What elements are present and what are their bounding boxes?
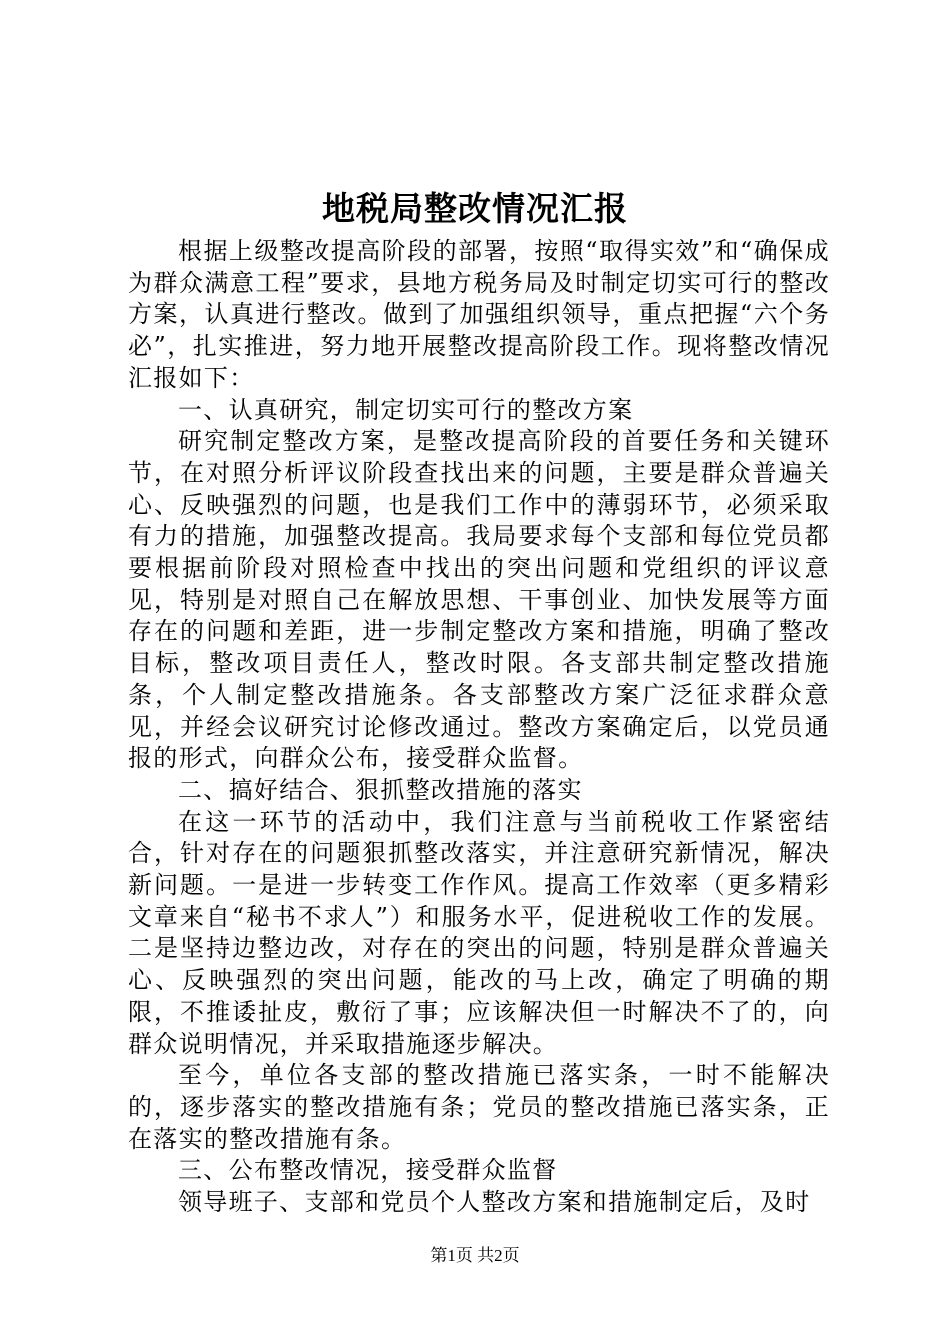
document-title: 地税局整改情况汇报 <box>322 189 628 228</box>
section-heading-2: 二、搞好结合、狠抓整改措施的落实 <box>178 775 583 804</box>
section-heading-1: 一、认真研究，制定切实可行的整改方案 <box>178 395 634 424</box>
section-heading-3: 三、公布整改情况，接受群众监督 <box>178 1156 558 1185</box>
page-number-footer: 第1页 共2页 <box>430 1246 520 1265</box>
intro-paragraph: 根据上级整改提高阶段的部署，按照“取得实效”和“确保成为群众满意工程”要求，县地方税务局及时制定切实可行的整改方案，认真进行整改。做到了加强组织领导，重点把握“六个务必”，扎实推进，努力地开展整改提高阶段工作。现将整改情况汇报如下： <box>128 237 830 392</box>
section-1-paragraph: 研究制定整改方案，是整改提高阶段的首要任务和关键环节，在对照分析评议阶段查找出来的问题，主要是群众普遍关心、反映强烈的问题，也是我们工作中的薄弱环节，必须采取有力的措施，加强整改提高。我局要求每个支部和每位党员都要根据前阶段对照检查中找出的突出问题和党组织的评议意见，特别是对照自己在解放思想、干事创业、加快发展等方面存在的问题和差距，进一步制定整改方案和措施，明确了整改目标，整改项目责任人，整改时限。各支部共制定整改措施条，个人制定整改措施条。各支部整改方案广泛征求群众意见，并经会议研究讨论修改通过。整改方案确定后，以党员通报的形式，向群众公布，接受群众监督。 <box>128 427 830 773</box>
section-2-paragraph: 在这一环节的活动中，我们注意与当前税收工作紧密结合，针对存在的问题狠抓整改落实，并注意研究新情况，解决新问题。一是进一步转变工作作风。提高工作效率（更多精彩文章来自“秘书不求人”）和服务水平，促进税收工作的发展。二是坚持边整边改，对存在的突出的问题，特别是群众普遍关心、反映强烈的突出问题，能改的马上改，确定了明确的期限，不推诿扯皮，敷衍了事；应该解决但一时解决不了的，向群众说明情况，并采取措施逐步解决。 <box>128 807 830 1058</box>
document-body <box>128 236 830 1219</box>
section-2-progress-paragraph: 至今，单位各支部的整改措施已落实条，一时不能解决的，逐步落实的整改措施有条；党员的整改措施已落实条，正在落实的整改措施有条。 <box>128 1061 830 1153</box>
section-3-paragraph: 领导班子、支部和党员个人整改方案和措施制定后，及时 <box>178 1188 811 1217</box>
